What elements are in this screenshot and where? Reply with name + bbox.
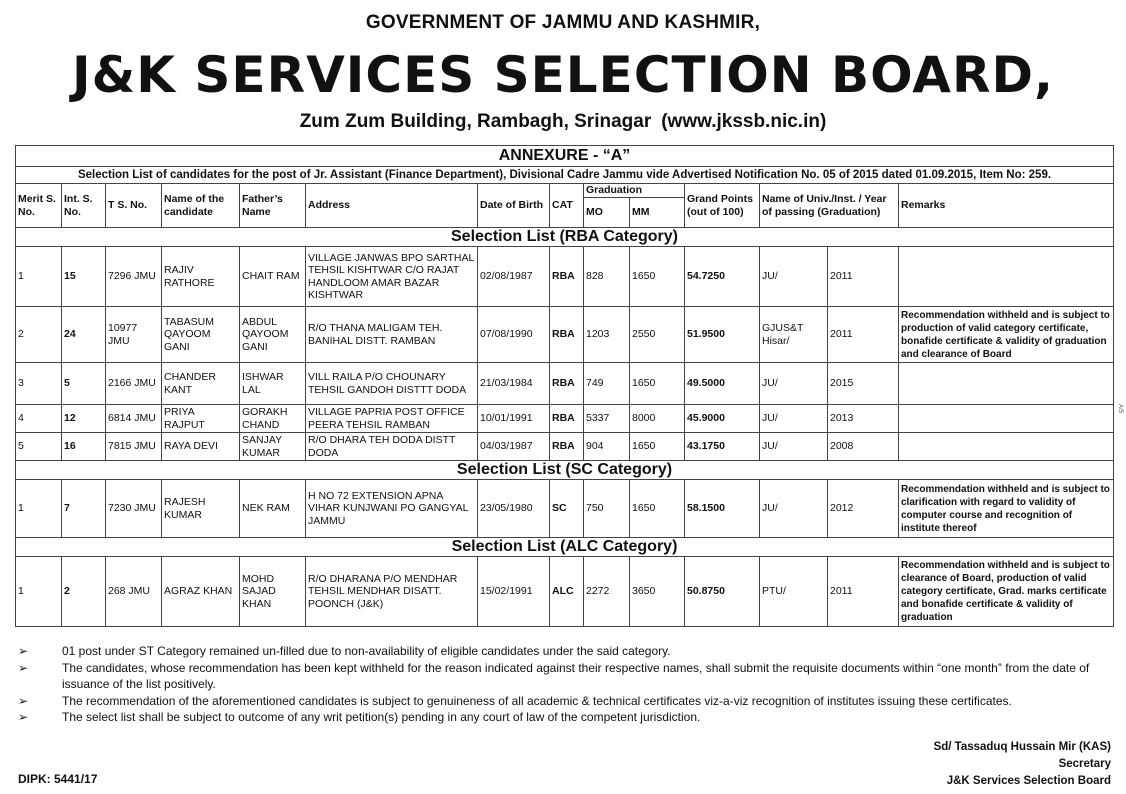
cell-dob: 04/03/1987 <box>478 433 550 461</box>
signatory-name: Sd/ Tassaduq Hussain Mir (KAS) <box>933 741 1111 753</box>
cell-remarks <box>899 433 1114 461</box>
cell-remarks: Recommendation withheld and is subject to clarification with regard to validity of computer course and recognition of institute thereof <box>899 480 1114 538</box>
cell-address: R/O THANA MALIGAM TEH. BANIHAL DISTT. RAMBAN <box>306 307 478 363</box>
cell-mm: 1650 <box>630 433 685 461</box>
cell-grand: 51.9500 <box>685 307 760 363</box>
annexure-heading: ANNEXURE - “A” <box>16 146 1114 167</box>
cell-mo: 5337 <box>584 405 630 433</box>
cell-merit: 1 <box>16 247 62 307</box>
cell-merit: 3 <box>16 363 62 405</box>
cell-father: GORAKH CHAND <box>240 405 306 433</box>
cell-merit: 1 <box>16 480 62 538</box>
cell-int: 5 <box>62 363 106 405</box>
side-mark: A/5 <box>1117 404 1123 414</box>
signature-block <box>934 739 1111 790</box>
cell-univ: PTU/ <box>760 557 828 627</box>
cell-cat: RBA <box>550 307 584 363</box>
cell-mo: 1203 <box>584 307 630 363</box>
cell-ts: 7296 JMU <box>106 247 162 307</box>
cell-remarks <box>899 363 1114 405</box>
cell-grand: 54.7250 <box>685 247 760 307</box>
cell-mm: 1650 <box>630 363 685 405</box>
cell-cat: RBA <box>550 363 584 405</box>
cell-name: RAJIV RATHORE <box>162 247 240 307</box>
cell-ts: 10977 JMU <box>106 307 162 363</box>
cell-int: 24 <box>62 307 106 363</box>
cell-year: 2011 <box>828 247 899 307</box>
table-row <box>16 405 1114 433</box>
cell-address: R/O DHARANA P/O MENDHAR TEHSIL MENDHAR DISATT. POONCH (J&K) <box>306 557 478 627</box>
note-item <box>18 660 1118 693</box>
bullet-arrow-icon: ➢ <box>18 710 29 724</box>
cell-dob: 07/08/1990 <box>478 307 550 363</box>
table-row <box>16 433 1114 461</box>
cell-mo: 749 <box>584 363 630 405</box>
table-row <box>16 247 1114 307</box>
col-cat: CAT <box>550 184 584 228</box>
col-remarks: Remarks <box>899 184 1114 228</box>
col-mm: MM <box>630 198 685 228</box>
cell-name: RAYA DEVI <box>162 433 240 461</box>
cell-ts: 6814 JMU <box>106 405 162 433</box>
selection-list-title: Selection List of candidates for the post of Jr. Assistant (Finance Department), Divisional Cadre Jammu vide Advertised Notification No. 05 of 2015 dated 01.09.2015, Item No: 259. <box>16 167 1114 184</box>
cell-address: VILLAGE JANWAS BPO SARTHAL TEHSIL KISHTWAR C/O RAJAT HANDLOOM AMAR BAZAR KISHTWAR <box>306 247 478 307</box>
note-item <box>18 643 1118 660</box>
cell-name: RAJESH KUMAR <box>162 480 240 538</box>
cell-univ: JU/ <box>760 363 828 405</box>
cell-dob: 15/02/1991 <box>478 557 550 627</box>
cell-address: VILL RAILA P/O CHOUNARY TEHSIL GANDOH DISTTT DODA <box>306 363 478 405</box>
cell-mm: 2550 <box>630 307 685 363</box>
col-dob: Date of Birth <box>478 184 550 228</box>
cell-cat: RBA <box>550 247 584 307</box>
board-title: J&K SERVICES SELECTION BOARD, <box>72 46 1054 104</box>
cell-address: VILLAGE PAPRIA POST OFFICE PEERA TEHSIL RAMBAN <box>306 405 478 433</box>
cell-year: 2011 <box>828 557 899 627</box>
cell-name: PRIYA RAJPUT <box>162 405 240 433</box>
note-text: The recommendation of the aforementioned candidates is subject to genuineness of all academic & technical certificates viz-a-viz recognition of institutes issuing these certificates. <box>62 693 1012 708</box>
cell-address: R/O DHARA TEH DODA DISTT DODA <box>306 433 478 461</box>
table-row <box>16 307 1114 363</box>
cell-int: 16 <box>62 433 106 461</box>
cell-cat: RBA <box>550 405 584 433</box>
cell-merit: 2 <box>16 307 62 363</box>
col-address: Address <box>306 184 478 228</box>
cell-father: NEK RAM <box>240 480 306 538</box>
cell-year: 2012 <box>828 480 899 538</box>
category-heading: Selection List (RBA Category) <box>16 228 1114 247</box>
cell-univ: GJUS&T Hisar/ <box>760 307 828 363</box>
cell-grand: 45.9000 <box>685 405 760 433</box>
cell-mo: 828 <box>584 247 630 307</box>
cell-merit: 4 <box>16 405 62 433</box>
cell-dob: 02/08/1987 <box>478 247 550 307</box>
cell-father: ISHWAR LAL <box>240 363 306 405</box>
cell-univ: JU/ <box>760 405 828 433</box>
cell-ts: 268 JMU <box>106 557 162 627</box>
address-text: Zum Zum Building, Rambagh, Srinagar <box>299 111 652 132</box>
cell-dob: 21/03/1984 <box>478 363 550 405</box>
cell-int: 15 <box>62 247 106 307</box>
category-heading: Selection List (SC Category) <box>16 461 1114 480</box>
table-row <box>16 557 1114 627</box>
cell-mm: 3650 <box>630 557 685 627</box>
cell-mo: 750 <box>584 480 630 538</box>
signatory-office: J&K Services Selection Board <box>946 775 1111 787</box>
cell-univ: JU/ <box>760 433 828 461</box>
note-text: 01 post under ST Category remained un-filled due to non-availability of eligible candidates under the said category. <box>62 644 671 658</box>
table-row <box>16 363 1114 405</box>
cell-year: 2011 <box>828 307 899 363</box>
cell-name: CHANDER KANT <box>162 363 240 405</box>
note-item <box>18 693 1118 710</box>
bullet-arrow-icon: ➢ <box>18 693 29 708</box>
cell-name: TABASUM QAYOOM GANI <box>162 307 240 363</box>
cell-dob: 10/01/1991 <box>478 405 550 433</box>
note-text: The candidates, whose recommendation has been kept withheld for the reason indicated against their respective names, shall submit the requisite documents within “one month” from the date of issuance of the list positively. <box>62 660 1090 691</box>
col-mo: MO <box>584 198 630 228</box>
government-title: GOVERNMENT OF JAMMU AND KASHMIR, <box>365 12 761 33</box>
cell-mm: 1650 <box>630 480 685 538</box>
cell-mo: 904 <box>584 433 630 461</box>
cell-grand: 43.1750 <box>685 433 760 461</box>
signatory-designation: Secretary <box>1058 758 1111 770</box>
bullet-arrow-icon: ➢ <box>18 644 29 658</box>
cell-ts: 7230 JMU <box>106 480 162 538</box>
cell-cat: SC <box>550 480 584 538</box>
cell-name: AGRAZ KHAN <box>162 557 240 627</box>
cell-ts: 7815 JMU <box>106 433 162 461</box>
col-ts: T S. No. <box>106 184 162 228</box>
note-text: The select list shall be subject to outcome of any writ petition(s) pending in any court of law of the competent jurisdiction. <box>62 710 701 724</box>
cell-father: CHAIT RAM <box>240 247 306 307</box>
cell-year: 2015 <box>828 363 899 405</box>
cell-remarks <box>899 247 1114 307</box>
col-graduation: Graduation <box>584 184 685 198</box>
cell-int: 7 <box>62 480 106 538</box>
col-name: Name of the candidate <box>162 184 240 228</box>
cell-cat: RBA <box>550 433 584 461</box>
bullet-arrow-icon: ➢ <box>18 660 29 675</box>
website-link[interactable]: (www.jkssb.nic.in) <box>661 111 827 132</box>
cell-grand: 58.1500 <box>685 480 760 538</box>
cell-int: 2 <box>62 557 106 627</box>
cell-father: ABDUL QAYOOM GANI <box>240 307 306 363</box>
cell-ts: 2166 JMU <box>106 363 162 405</box>
cell-merit: 5 <box>16 433 62 461</box>
note-item <box>18 709 1118 726</box>
col-merit: Merit S. No. <box>16 184 62 228</box>
cell-int: 12 <box>62 405 106 433</box>
notes-list <box>18 643 1118 726</box>
cell-dob: 23/05/1980 <box>478 480 550 538</box>
cell-father: SANJAY KUMAR <box>240 433 306 461</box>
cell-mm: 1650 <box>630 247 685 307</box>
col-grand: Grand Points (out of 100) <box>685 184 760 228</box>
cell-father: MOHD SAJAD KHAN <box>240 557 306 627</box>
dipk-number: DIPK: 5441/17 <box>18 772 98 786</box>
cell-year: 2008 <box>828 433 899 461</box>
cell-remarks: Recommendation withheld and is subject to clearance of Board, production of valid category certificate, Grad. marks certificate and bonafide certificate & validity of graduation <box>899 557 1114 627</box>
cell-grand: 49.5000 <box>685 363 760 405</box>
selection-table <box>15 145 1114 627</box>
cell-cat: ALC <box>550 557 584 627</box>
col-int: Int. S. No. <box>62 184 106 228</box>
cell-univ: JU/ <box>760 480 828 538</box>
table-row <box>16 480 1114 538</box>
cell-grand: 50.8750 <box>685 557 760 627</box>
cell-mo: 2272 <box>584 557 630 627</box>
cell-merit: 1 <box>16 557 62 627</box>
cell-year: 2013 <box>828 405 899 433</box>
col-univ: Name of Univ./Inst. / Year of passing (Graduation) <box>760 184 899 228</box>
cell-mm: 8000 <box>630 405 685 433</box>
board-address <box>0 111 1126 133</box>
category-heading: Selection List (ALC Category) <box>16 538 1114 557</box>
col-father: Father’s Name <box>240 184 306 228</box>
cell-univ: JU/ <box>760 247 828 307</box>
cell-remarks <box>899 405 1114 433</box>
cell-remarks: Recommendation withheld and is subject to production of valid category certificate, bonafide certificate & validity of graduation and clearance of Board <box>899 307 1114 363</box>
cell-address: H NO 72 EXTENSION APNA VIHAR KUNJWANI PO GANGYAL JAMMU <box>306 480 478 538</box>
